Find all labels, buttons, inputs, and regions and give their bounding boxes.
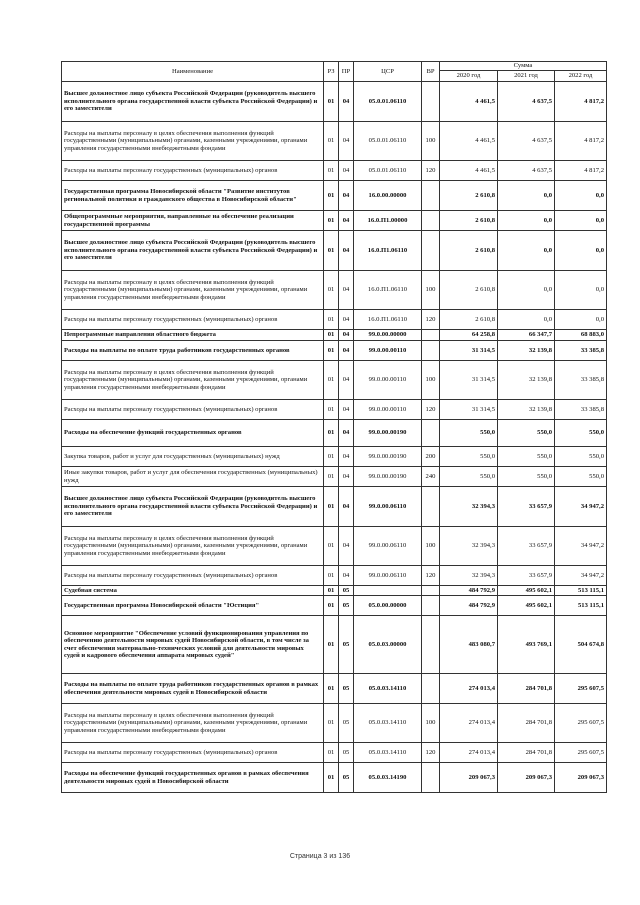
cell-vr <box>422 763 440 793</box>
table-row <box>62 82 607 122</box>
cell-pr: 05 <box>339 616 354 674</box>
cell-csr: 05.0.03.14110 <box>354 743 422 763</box>
table-row <box>62 361 607 400</box>
cell-csr: 99.0.00.00190 <box>354 420 422 447</box>
cell-2021: 66 347,7 <box>498 330 555 341</box>
table-row <box>62 704 607 743</box>
cell-name: Судебная система <box>62 586 324 596</box>
cell-name: Высшее должностное лицо субъекта Российской Федерации (руководитель высшего исполнительного органа государственной власти субъекта Российской Федерации) и его заместители <box>62 231 324 271</box>
table-row <box>62 566 607 586</box>
table-row <box>62 420 607 447</box>
cell-pr: 04 <box>339 82 354 122</box>
cell-2022: 209 067,3 <box>555 763 607 793</box>
cell-2022: 295 607,5 <box>555 704 607 743</box>
cell-pr: 04 <box>339 447 354 467</box>
table-row <box>62 211 607 231</box>
cell-2021: 495 602,1 <box>498 596 555 616</box>
cell-name: Расходы на выплаты персоналу в целях обеспечения выполнения функций государственными (муниципальными) органами, казенными учреждениями, органами управления государственными внебюджетными фондами <box>62 271 324 310</box>
cell-rz: 01 <box>324 330 339 341</box>
cell-name: Расходы на выплаты персоналу государственных (муниципальных) органов <box>62 310 324 330</box>
cell-name: Расходы на выплаты персоналу государственных (муниципальных) органов <box>62 566 324 586</box>
header-sum: Сумма <box>440 62 607 71</box>
table-row <box>62 527 607 566</box>
cell-2020: 2 610,8 <box>440 181 498 211</box>
cell-2020: 32 394,3 <box>440 487 498 527</box>
cell-pr: 04 <box>339 566 354 586</box>
table-row <box>62 467 607 487</box>
header-rz: РЗ <box>324 62 339 82</box>
cell-2022: 550,0 <box>555 447 607 467</box>
cell-2022: 33 385,8 <box>555 400 607 420</box>
cell-vr <box>422 420 440 447</box>
cell-2020: 2 610,8 <box>440 211 498 231</box>
cell-name: Расходы на выплаты персоналу в целях обеспечения выполнения функций государственными (муниципальными) органами, казенными учреждениями, органами управления государственными внебюджетными фондами <box>62 361 324 400</box>
cell-2022: 34 947,2 <box>555 487 607 527</box>
cell-pr: 05 <box>339 763 354 793</box>
cell-vr: 100 <box>422 122 440 161</box>
cell-rz: 01 <box>324 82 339 122</box>
cell-2022: 550,0 <box>555 467 607 487</box>
table-row <box>62 231 607 271</box>
cell-2022: 0,0 <box>555 310 607 330</box>
table-row <box>62 122 607 161</box>
cell-vr <box>422 330 440 341</box>
cell-2020: 209 067,3 <box>440 763 498 793</box>
cell-name: Государственная программа Новосибирской области "Развитие институтов региональной политики и гражданского общества в Новосибирской области" <box>62 181 324 211</box>
cell-csr: 05.0.03.14190 <box>354 763 422 793</box>
cell-csr: 99.0.00.00000 <box>354 330 422 341</box>
cell-2021: 4 637,5 <box>498 82 555 122</box>
cell-2020: 2 610,8 <box>440 271 498 310</box>
cell-rz: 01 <box>324 566 339 586</box>
cell-name: Государственная программа Новосибирской области "Юстиция" <box>62 596 324 616</box>
cell-2020: 484 792,9 <box>440 586 498 596</box>
cell-rz: 01 <box>324 704 339 743</box>
cell-rz: 01 <box>324 467 339 487</box>
cell-2020: 64 258,8 <box>440 330 498 341</box>
cell-name: Непрограммные направления областного бюджета <box>62 330 324 341</box>
cell-pr: 04 <box>339 467 354 487</box>
cell-vr: 100 <box>422 704 440 743</box>
cell-vr: 120 <box>422 310 440 330</box>
cell-csr: 05.0.01.06110 <box>354 122 422 161</box>
cell-2020: 2 610,8 <box>440 231 498 271</box>
cell-name: Иные закупки товаров, работ и услуг для обеспечения государственных (муниципальных) нужд <box>62 467 324 487</box>
cell-csr: 16.0.П1.06110 <box>354 310 422 330</box>
cell-2021: 4 637,5 <box>498 122 555 161</box>
cell-2022: 513 115,1 <box>555 586 607 596</box>
cell-name: Расходы на обеспечение функций государственных органов <box>62 420 324 447</box>
cell-csr: 05.0.03.14110 <box>354 674 422 704</box>
cell-2020: 31 314,5 <box>440 341 498 361</box>
cell-2020: 550,0 <box>440 467 498 487</box>
cell-csr: 05.0.03.14110 <box>354 704 422 743</box>
cell-name: Расходы на выплаты персоналу в целях обеспечения выполнения функций государственными (муниципальными) органами, казенными учреждениями, органами управления государственными внебюджетными фондами <box>62 122 324 161</box>
cell-pr: 04 <box>339 420 354 447</box>
cell-pr: 04 <box>339 400 354 420</box>
cell-csr: 99.0.00.00190 <box>354 447 422 467</box>
cell-rz: 01 <box>324 420 339 447</box>
cell-csr: 99.0.00.00110 <box>354 400 422 420</box>
cell-vr <box>422 596 440 616</box>
cell-rz: 01 <box>324 743 339 763</box>
cell-name: Закупка товаров, работ и услуг для государственных (муниципальных) нужд <box>62 447 324 467</box>
cell-2022: 4 817,2 <box>555 82 607 122</box>
cell-csr <box>354 586 422 596</box>
table-row <box>62 330 607 341</box>
cell-2022: 0,0 <box>555 271 607 310</box>
cell-2020: 274 013,4 <box>440 674 498 704</box>
header-csr: ЦСР <box>354 62 422 82</box>
header-vr: ВР <box>422 62 440 82</box>
cell-csr: 05.0.03.00000 <box>354 616 422 674</box>
cell-name: Высшее должностное лицо субъекта Российской Федерации (руководитель высшего исполнительного органа государственной власти субъекта Российской Федерации) и его заместители <box>62 487 324 527</box>
cell-csr: 99.0.00.06110 <box>354 487 422 527</box>
table-row <box>62 596 607 616</box>
cell-vr <box>422 341 440 361</box>
cell-vr: 100 <box>422 527 440 566</box>
cell-rz: 01 <box>324 674 339 704</box>
cell-name: Расходы на выплаты персоналу государственных (муниципальных) органов <box>62 161 324 181</box>
cell-2020: 32 394,3 <box>440 566 498 586</box>
cell-rz: 01 <box>324 181 339 211</box>
cell-2022: 550,0 <box>555 420 607 447</box>
cell-rz: 01 <box>324 211 339 231</box>
cell-2021: 0,0 <box>498 211 555 231</box>
cell-rz: 01 <box>324 161 339 181</box>
cell-pr: 04 <box>339 330 354 341</box>
cell-2020: 32 394,3 <box>440 527 498 566</box>
cell-pr: 05 <box>339 586 354 596</box>
table-row <box>62 400 607 420</box>
cell-name: Высшее должностное лицо субъекта Российской Федерации (руководитель высшего исполнительного органа государственной власти субъекта Российской Федерации) и его заместители <box>62 82 324 122</box>
cell-csr: 05.0.00.00000 <box>354 596 422 616</box>
cell-2021: 493 769,1 <box>498 616 555 674</box>
table-row <box>62 487 607 527</box>
cell-vr <box>422 586 440 596</box>
cell-2022: 0,0 <box>555 231 607 271</box>
table-row <box>62 763 607 793</box>
cell-pr: 04 <box>339 161 354 181</box>
cell-rz: 01 <box>324 596 339 616</box>
cell-2022: 4 817,2 <box>555 122 607 161</box>
cell-name: Расходы на выплаты персоналу в целях обеспечения выполнения функций государственными (муниципальными) органами, казенными учреждениями, органами управления государственными внебюджетными фондами <box>62 704 324 743</box>
cell-vr: 240 <box>422 467 440 487</box>
cell-2021: 4 637,5 <box>498 161 555 181</box>
cell-2020: 31 314,5 <box>440 361 498 400</box>
cell-pr: 04 <box>339 181 354 211</box>
cell-2021: 0,0 <box>498 271 555 310</box>
cell-vr: 100 <box>422 271 440 310</box>
cell-2021: 33 657,9 <box>498 487 555 527</box>
cell-csr: 16.0.П1.00000 <box>354 211 422 231</box>
cell-vr: 120 <box>422 161 440 181</box>
cell-pr: 04 <box>339 487 354 527</box>
cell-csr: 16.0.П1.06110 <box>354 231 422 271</box>
cell-2020: 274 013,4 <box>440 704 498 743</box>
table-row <box>62 271 607 310</box>
cell-vr <box>422 231 440 271</box>
cell-2020: 274 013,4 <box>440 743 498 763</box>
cell-2020: 483 080,7 <box>440 616 498 674</box>
cell-pr: 04 <box>339 361 354 400</box>
cell-vr: 120 <box>422 743 440 763</box>
header-2021: 2021 год <box>498 71 555 82</box>
cell-rz: 01 <box>324 400 339 420</box>
cell-2020: 4 461,5 <box>440 161 498 181</box>
cell-rz: 01 <box>324 310 339 330</box>
cell-name: Расходы на обеспечение функций государственных органов в рамках обеспечения деятельности мировых судей в Новосибирской области <box>62 763 324 793</box>
cell-2020: 4 461,5 <box>440 122 498 161</box>
cell-rz: 01 <box>324 341 339 361</box>
cell-vr: 120 <box>422 566 440 586</box>
table-row <box>62 310 607 330</box>
cell-vr: 200 <box>422 447 440 467</box>
cell-2021: 550,0 <box>498 447 555 467</box>
cell-2021: 284 701,8 <box>498 674 555 704</box>
cell-vr <box>422 487 440 527</box>
cell-csr: 99.0.00.00110 <box>354 361 422 400</box>
cell-2022: 68 883,0 <box>555 330 607 341</box>
cell-rz: 01 <box>324 487 339 527</box>
cell-csr: 05.0.01.06110 <box>354 161 422 181</box>
cell-rz: 01 <box>324 586 339 596</box>
budget-table <box>61 61 607 793</box>
table-row <box>62 341 607 361</box>
header-name: Наименование <box>62 62 324 82</box>
cell-csr: 99.0.00.00110 <box>354 341 422 361</box>
cell-csr: 99.0.00.06110 <box>354 566 422 586</box>
cell-2021: 550,0 <box>498 467 555 487</box>
cell-pr: 04 <box>339 341 354 361</box>
cell-2021: 0,0 <box>498 231 555 271</box>
table-row <box>62 161 607 181</box>
cell-2021: 33 657,9 <box>498 527 555 566</box>
cell-name: Расходы на выплаты персоналу в целях обеспечения выполнения функций государственными (муниципальными) органами, казенными учреждениями, органами управления государственными внебюджетными фондами <box>62 527 324 566</box>
cell-2022: 4 817,2 <box>555 161 607 181</box>
cell-2022: 295 607,5 <box>555 743 607 763</box>
cell-vr <box>422 616 440 674</box>
cell-2022: 0,0 <box>555 211 607 231</box>
cell-2022: 33 385,8 <box>555 361 607 400</box>
cell-pr: 04 <box>339 527 354 566</box>
cell-name: Расходы на выплаты по оплате труда работников государственных органов <box>62 341 324 361</box>
cell-2021: 32 139,8 <box>498 341 555 361</box>
cell-pr: 05 <box>339 674 354 704</box>
cell-2021: 284 701,8 <box>498 743 555 763</box>
cell-2022: 0,0 <box>555 181 607 211</box>
cell-rz: 01 <box>324 231 339 271</box>
cell-pr: 05 <box>339 704 354 743</box>
table-row <box>62 181 607 211</box>
cell-2021: 0,0 <box>498 181 555 211</box>
cell-2021: 209 067,3 <box>498 763 555 793</box>
cell-2022: 34 947,2 <box>555 527 607 566</box>
cell-rz: 01 <box>324 447 339 467</box>
cell-pr: 05 <box>339 596 354 616</box>
cell-2020: 2 610,8 <box>440 310 498 330</box>
cell-csr: 99.0.00.06110 <box>354 527 422 566</box>
table-body <box>62 82 607 793</box>
cell-vr <box>422 181 440 211</box>
cell-csr: 05.0.01.06110 <box>354 82 422 122</box>
page-footer: Страница 3 из 136 <box>289 853 351 860</box>
cell-name: Расходы на выплаты по оплате труда работников государственных органов в рамках обеспечения деятельности мировых судей в Новосибирской области <box>62 674 324 704</box>
table-row <box>62 586 607 596</box>
cell-2022: 513 115,1 <box>555 596 607 616</box>
cell-pr: 04 <box>339 271 354 310</box>
table-row <box>62 616 607 674</box>
cell-rz: 01 <box>324 122 339 161</box>
cell-vr: 120 <box>422 400 440 420</box>
cell-rz: 01 <box>324 271 339 310</box>
cell-csr: 16.0.П1.06110 <box>354 271 422 310</box>
cell-2020: 550,0 <box>440 447 498 467</box>
cell-rz: 01 <box>324 616 339 674</box>
cell-name: Общепрограммные мероприятия, направленные на обеспечение реализации государственной программы <box>62 211 324 231</box>
cell-csr: 99.0.00.00190 <box>354 467 422 487</box>
cell-rz: 01 <box>324 527 339 566</box>
cell-csr: 16.0.00.00000 <box>354 181 422 211</box>
cell-pr: 05 <box>339 743 354 763</box>
cell-2021: 32 139,8 <box>498 361 555 400</box>
cell-pr: 04 <box>339 231 354 271</box>
cell-rz: 01 <box>324 763 339 793</box>
cell-2021: 32 139,8 <box>498 400 555 420</box>
cell-vr <box>422 211 440 231</box>
table-row <box>62 743 607 763</box>
cell-2020: 31 314,5 <box>440 400 498 420</box>
cell-vr <box>422 674 440 704</box>
cell-pr: 04 <box>339 310 354 330</box>
cell-2022: 295 607,5 <box>555 674 607 704</box>
cell-rz: 01 <box>324 361 339 400</box>
cell-vr <box>422 82 440 122</box>
cell-pr: 04 <box>339 211 354 231</box>
cell-2021: 284 701,8 <box>498 704 555 743</box>
cell-2021: 33 657,9 <box>498 566 555 586</box>
cell-2020: 484 792,9 <box>440 596 498 616</box>
cell-2022: 34 947,2 <box>555 566 607 586</box>
cell-pr: 04 <box>339 122 354 161</box>
cell-2020: 4 461,5 <box>440 82 498 122</box>
cell-2021: 495 602,1 <box>498 586 555 596</box>
cell-vr: 100 <box>422 361 440 400</box>
cell-2022: 33 385,8 <box>555 341 607 361</box>
header-pr: ПР <box>339 62 354 82</box>
cell-name: Расходы на выплаты персоналу государственных (муниципальных) органов <box>62 400 324 420</box>
cell-2021: 550,0 <box>498 420 555 447</box>
cell-name: Расходы на выплаты персоналу государственных (муниципальных) органов <box>62 743 324 763</box>
cell-2022: 504 674,8 <box>555 616 607 674</box>
cell-name: Основное мероприятие "Обеспечение условий функционирования управления по обеспечению деятельности мировых судей Новосибирской области, в том числе за счет обеспечения материально-технических условий для деятельности мировых судей и кадрового обеспечения аппарата мировых судей" <box>62 616 324 674</box>
table-row <box>62 447 607 467</box>
header-2022: 2022 год <box>555 71 607 82</box>
table-row <box>62 674 607 704</box>
cell-2021: 0,0 <box>498 310 555 330</box>
cell-2020: 550,0 <box>440 420 498 447</box>
header-2020: 2020 год <box>440 71 498 82</box>
